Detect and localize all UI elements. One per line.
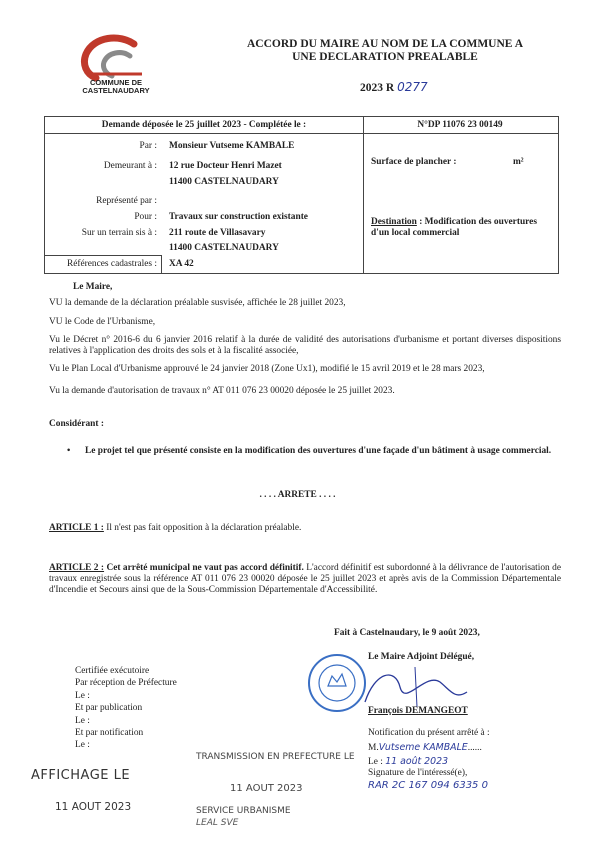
- value-pour: Travaux sur construction existante: [169, 212, 308, 222]
- service-stamp: SERVICE URBANISME: [196, 806, 291, 816]
- affichage-date-stamp: 11 AOUT 2023: [55, 801, 132, 813]
- article-1-label: ARTICLE 1 :: [49, 523, 104, 533]
- certification-block: [75, 665, 177, 752]
- destination-value: : Modification des ouvertures d'un local commercial: [371, 217, 537, 238]
- certif-line-3: Le :: [75, 690, 90, 701]
- request-table: [44, 116, 559, 274]
- vu-4: Vu le Plan Local d'Urbanisme approuvé le 24 janvier 2018 (Zone Ux1), modifié le 15 avril 2019 et le 28 mars 2023,: [49, 364, 485, 374]
- notif-person-hand: Vutseme KAMBALE: [378, 742, 468, 753]
- certif-line-6: Et par notification: [75, 728, 144, 739]
- ref-handwritten: 0277: [397, 80, 428, 94]
- deposit-date: Demande déposée le 25 juillet 2023 - Complétée le :: [101, 120, 307, 130]
- certif-line-1: Certifiée exécutoire: [75, 666, 150, 676]
- article-2-bold: Cet arrêté municipal ne vaut pas accord définitif.: [104, 563, 304, 573]
- considerant: Considérant :: [49, 419, 104, 429]
- certif-line-4: Et par publication: [75, 703, 143, 714]
- label-par: Par :: [139, 141, 157, 151]
- signatory-role: Le Maire Adjoint Délégué,: [368, 652, 475, 662]
- surface-label: Surface de plancher :: [371, 157, 457, 167]
- notif-date: [368, 756, 448, 767]
- signatory-name: François DEMANGEOT: [368, 706, 468, 716]
- service-hand: LEAL SVE: [196, 818, 239, 828]
- notif-rar-hand: RAR 2C 167 094 6335 0: [368, 780, 488, 791]
- value-terrain-city: 11400 CASTELNAUDARY: [169, 243, 279, 253]
- vu-1: VU la demande de la déclaration préalable susvisée, affichée le 28 juillet 2023,: [49, 298, 346, 308]
- article-1-text: Il n'est pas fait opposition à la déclaration préalable.: [103, 523, 302, 533]
- value-terrain: 211 route de Villasavary: [169, 228, 266, 238]
- handwritten-signature: [355, 662, 475, 710]
- notif-le-label: Le :: [368, 757, 383, 767]
- destination: [371, 217, 553, 239]
- destination-label: Destination: [371, 217, 417, 227]
- surface-unit: m²: [513, 157, 524, 167]
- vu-5: Vu la demande d'autorisation de travaux n° AT 011 076 23 00020 déposée le 25 juillet 2023.: [49, 386, 395, 396]
- label-represente: Représenté par :: [96, 196, 157, 206]
- certif-line-7: Le :: [75, 740, 90, 751]
- certif-line-2: Par réception de Préfecture: [75, 678, 177, 689]
- notif-signature-label: Signature de l'intéressé(e),: [368, 768, 468, 778]
- label-terrain: Sur un terrain sis à :: [81, 228, 157, 238]
- vu-3: Vu le Décret n° 2016-6 du 6 janvier 2016 relatif à la durée de validité des autorisations d'urbanisme et portant diverses dispositions relatives à l'application des droits des sols et à la fiscalité associée,: [49, 335, 561, 357]
- notif-title: Notification du présent arrêté à :: [368, 728, 490, 738]
- transmission-stamp: TRANSMISSION EN PREFECTURE LE: [196, 752, 355, 762]
- article-2-label: ARTICLE 2 :: [49, 563, 105, 573]
- notif-person: M.Vutseme KAMBALE......: [368, 742, 482, 753]
- fait-a: Fait à Castelnaudary, le 9 août 2023,: [334, 628, 480, 638]
- value-demeurant: 12 rue Docteur Henri Mazet: [169, 161, 282, 171]
- le-maire: Le Maire,: [73, 282, 113, 292]
- considerant-text: Le projet tel que présenté consiste en la modification des ouvertures d'une façade d'un bâtiment à usage commercial.: [85, 446, 552, 456]
- logo-text: COMMUNE DE CASTELNAUDARY: [82, 78, 150, 95]
- arrete-heading: . . . . ARRETE . . . .: [259, 490, 336, 500]
- title-line-1: ACCORD DU MAIRE AU NOM DE LA COMMUNE A: [247, 38, 523, 50]
- ref-prefix: 2023 R: [360, 82, 395, 94]
- label-cadastre: Références cadastrales :: [66, 259, 157, 269]
- transmission-date-stamp: 11 AOUT 2023: [230, 783, 303, 794]
- vu-2: VU le Code de l'Urbanisme,: [49, 317, 156, 327]
- arrete-number: [360, 80, 428, 94]
- value-demeurant-city: 11400 CASTELNAUDARY: [169, 177, 279, 187]
- value-cadastre: XA 42: [169, 259, 194, 269]
- article-1: [49, 523, 561, 534]
- title-line-2: UNE DECLARATION PREALABLE: [292, 51, 478, 63]
- certif-line-5: Le :: [75, 715, 90, 726]
- value-par: Monsieur Vutseme KAMBALE: [169, 141, 295, 151]
- label-pour: Pour :: [134, 212, 157, 222]
- article-2-text: L'accord définitif est subordonné à la délivrance de l'autorisation de travaux enregistrée sous la référence AT 011 076 23 00020 déposée le 25 juillet 2023 et après avis de la Commission Départementale d'Incendie et Secours ainsi que de la Sous-Commission Départementale d'Accessibilité.: [49, 563, 561, 596]
- document-title: [205, 38, 565, 64]
- notif-date-hand: 11 août 2023: [385, 756, 449, 767]
- notif-m-label: M.: [368, 743, 379, 753]
- label-demeurant: Demeurant à :: [103, 161, 157, 171]
- article-2: [49, 563, 561, 597]
- file-number: N°DP 11076 23 00149: [417, 120, 503, 130]
- affichage-stamp: AFFICHAGE LE: [31, 768, 131, 783]
- bullet-dot: •: [67, 446, 71, 456]
